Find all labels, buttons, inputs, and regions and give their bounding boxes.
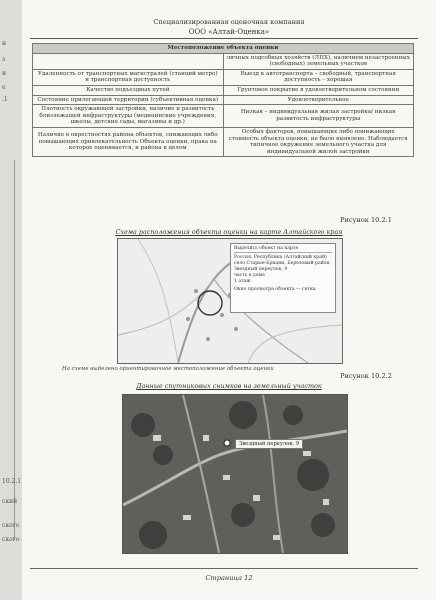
table-cell bbox=[33, 53, 224, 69]
footer-rule bbox=[30, 568, 418, 569]
satellite-image bbox=[122, 394, 348, 554]
table-cell: Наличие в окрестностях района объектов, снижающих либо повышающих привлекательность Объекта оценки, права на которое оценивается, и района в целом bbox=[33, 127, 224, 156]
map-popup bbox=[230, 243, 336, 313]
popup-title: Выделить объект на карте bbox=[234, 246, 332, 253]
figure-label: Рисунок 10.2.2 bbox=[340, 372, 392, 380]
strip-fragment: е bbox=[2, 84, 6, 91]
table-row bbox=[33, 105, 414, 128]
map-note: На схеме выделено ориентировочное местоположение объекта оценки bbox=[62, 366, 274, 372]
figure-caption: Схема расположения объекта оценки на карте Алтайского края bbox=[115, 228, 343, 236]
table-cell: Особых факторов, повышающих либо понижающих стоимость объекта оценки, не было выявлено. Наблюдается типичное окружение земельного участка для индивидуальной жилой застройки bbox=[223, 127, 414, 156]
strip-fragment: ского bbox=[2, 536, 20, 543]
adjacent-page-strip bbox=[0, 0, 23, 600]
popup-line: 1 этаж bbox=[234, 279, 251, 284]
table-cell: Выезд к автотранспорта – свободный, транспортная доступность – хорошая bbox=[223, 69, 414, 85]
table-cell: личных подсобных хозяйств (ЛПХ), наличием незастроенных (свободных) земельных участков bbox=[223, 53, 414, 69]
strip-fragment: ского bbox=[2, 522, 20, 529]
section-title: Местоположение объекта оценки bbox=[33, 44, 414, 54]
location-table bbox=[32, 43, 414, 157]
popup-line: Россия, Республика (Алтайский край) bbox=[234, 255, 327, 260]
table-row bbox=[33, 127, 414, 156]
table-cell: Грунтовое покрытие в удовлетворительном состоянии bbox=[223, 85, 414, 95]
location-map bbox=[117, 238, 343, 364]
table-cell: Плотность окружающей застройки, наличие и развитость близлежащей инфраструктуры (медицинские учреждения, школы, детские сады, магазины и др.) bbox=[33, 105, 224, 128]
table-row bbox=[33, 95, 414, 105]
popup-line: село Старые-Бриани, Березовый район, bbox=[234, 261, 332, 266]
figure-label: Рисунок 10.2.1 bbox=[340, 216, 392, 224]
popup-line: Звездный переулок, 9 bbox=[234, 267, 288, 272]
header-company-type: Специализированная оценочная компания bbox=[153, 18, 305, 26]
strip-fragment: и bbox=[2, 70, 6, 77]
strip-fragment: .1 bbox=[2, 96, 8, 103]
table-row bbox=[33, 69, 414, 85]
figure-caption: Данные спутниковых снимков на земельный участок bbox=[136, 382, 322, 390]
table-cell: Низкая – индивидуальная жилая застройка/ низкая развитость инфраструктуры bbox=[223, 105, 414, 128]
popup-line: часть в доме bbox=[234, 273, 265, 278]
table-cell: Качество подъездных путей bbox=[33, 85, 224, 95]
table-cell: Удаленность от транспортных магистралей (станций метро) и транспортная доступность bbox=[33, 69, 224, 85]
address-marker-label: Звездный переулок, 9 bbox=[235, 439, 303, 449]
table-row bbox=[33, 85, 414, 95]
strip-fragment: з bbox=[2, 56, 6, 63]
strip-fragment: 10.2.1 bbox=[2, 478, 22, 485]
strip-fragment: ский bbox=[2, 498, 18, 505]
header-company-name: ООО «Алтай-Оценка» bbox=[188, 28, 270, 36]
table-cell: Состояние прилегающей территории (субъективная оценка) bbox=[33, 95, 224, 105]
page-number: Страница 12 bbox=[205, 574, 253, 582]
table-row bbox=[33, 53, 414, 69]
strip-fragment: н bbox=[2, 40, 6, 47]
satellite-drawing bbox=[123, 395, 347, 553]
table-cell: Удовлетворительное bbox=[223, 95, 414, 105]
table-section-row bbox=[33, 44, 414, 54]
header-rule bbox=[30, 38, 418, 39]
popup-footer: Окно просмотра объекта — сетка bbox=[234, 287, 316, 292]
document-page bbox=[22, 0, 436, 600]
